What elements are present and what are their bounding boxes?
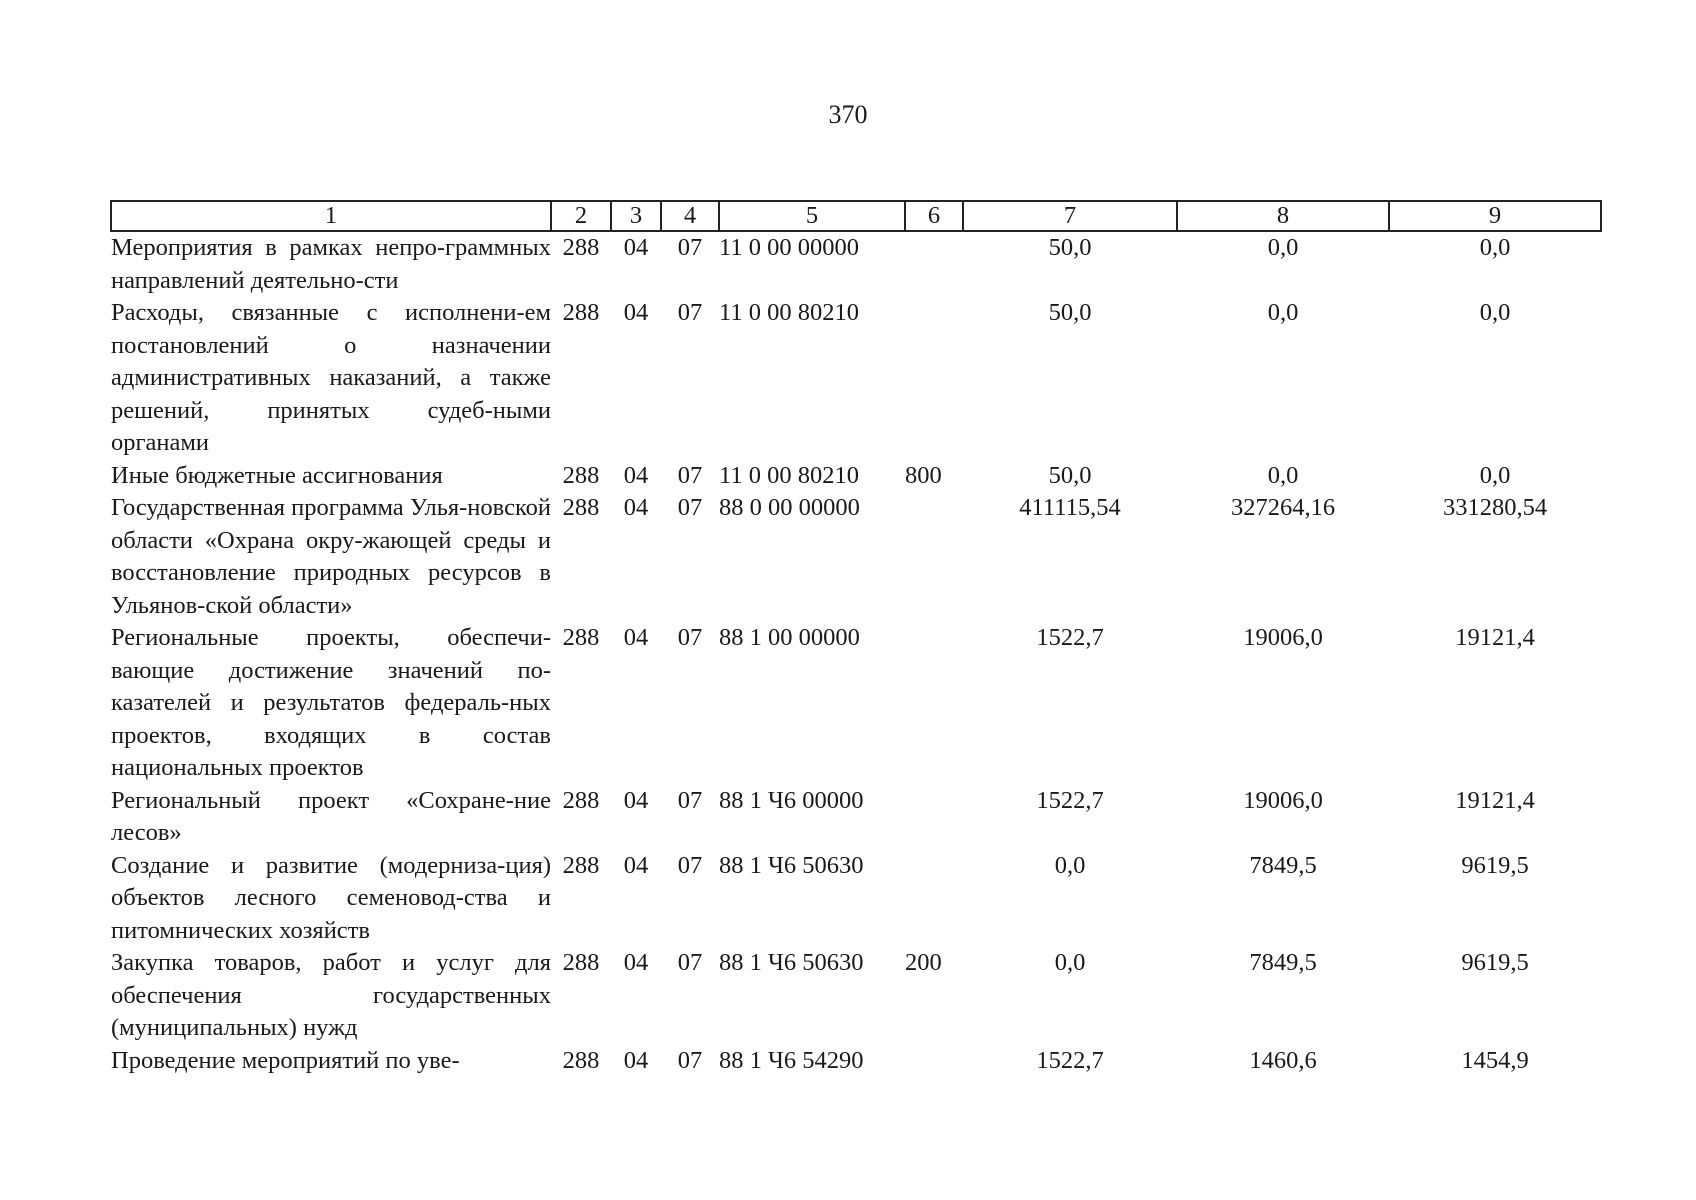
row-subsection: 07 — [677, 299, 703, 326]
header-row — [111, 201, 1601, 231]
row-target-article: 88 0 00 00000 — [719, 494, 860, 521]
row-target-article: 11 0 00 00000 — [719, 234, 859, 261]
table-row — [111, 297, 1601, 460]
table-body — [111, 231, 1601, 1077]
row-expense-type — [905, 622, 963, 785]
row-section: 04 — [623, 494, 649, 521]
column-header-3: 3 — [611, 201, 661, 231]
column-header-9: 9 — [1389, 201, 1601, 231]
row-amount-7: 50,0 — [1048, 461, 1092, 489]
row-amount-7: 1522,7 — [1036, 1046, 1104, 1074]
column-header-7: 7 — [963, 201, 1177, 231]
row-name: Региональный проект «Сохране-ние лесов» — [111, 786, 551, 846]
column-header-6: 6 — [905, 201, 963, 231]
row-subsection: 07 — [677, 786, 703, 814]
row-grbs: 288 — [562, 299, 600, 326]
row-subsection: 07 — [677, 624, 703, 651]
row-amount-9: 331280,54 — [1442, 494, 1548, 521]
row-amount-8: 0,0 — [1267, 299, 1299, 326]
column-header-2: 2 — [551, 201, 611, 231]
row-subsection: 07 — [677, 851, 703, 879]
row-amount-8: 7849,5 — [1249, 851, 1317, 879]
row-target-article: 88 1 Ч6 50630 — [719, 949, 864, 976]
row-amount-7: 0,0 — [1054, 949, 1086, 976]
row-subsection: 07 — [677, 461, 703, 489]
row-subsection: 07 — [677, 234, 703, 261]
row-section: 04 — [623, 234, 649, 261]
column-header-5: 5 — [719, 201, 905, 231]
row-expense-type — [905, 785, 963, 850]
row-amount-9: 9619,5 — [1461, 851, 1529, 879]
row-name: Региональные проекты, обеспечи-вающие достижение значений по-казателей и результатов федераль-ных проектов, входящих в состав национальных проектов — [111, 624, 551, 781]
table-row — [111, 231, 1601, 297]
row-amount-9: 0,0 — [1479, 234, 1511, 261]
row-grbs: 288 — [562, 851, 600, 879]
row-expense-type — [905, 1045, 963, 1078]
row-grbs: 288 — [562, 234, 600, 261]
row-expense-type: 800 — [905, 461, 942, 489]
row-target-article: 88 1 00 00000 — [719, 624, 860, 651]
row-amount-9: 19121,4 — [1455, 624, 1535, 651]
row-amount-9: 9619,5 — [1461, 949, 1529, 976]
row-amount-8: 19006,0 — [1243, 624, 1323, 651]
row-grbs: 288 — [562, 1046, 600, 1074]
row-section: 04 — [623, 851, 649, 879]
column-header-8: 8 — [1177, 201, 1389, 231]
row-amount-8: 0,0 — [1267, 461, 1299, 489]
row-name: Закупка товаров, работ и услуг для обеспечения государственных (муниципальных) нужд — [111, 949, 551, 1041]
row-amount-9: 0,0 — [1479, 461, 1511, 489]
row-expense-type: 200 — [905, 949, 942, 976]
row-expense-type — [905, 492, 963, 622]
row-amount-7: 1522,7 — [1036, 786, 1104, 814]
budget-table-container — [110, 200, 1600, 1077]
row-amount-8: 0,0 — [1267, 234, 1299, 261]
row-amount-7: 50,0 — [1048, 234, 1092, 261]
table-row — [111, 947, 1601, 1045]
row-section: 04 — [623, 1046, 649, 1074]
row-target-article: 88 1 Ч6 54290 — [719, 1046, 864, 1074]
row-target-article: 88 1 Ч6 50630 — [719, 851, 864, 879]
row-target-article: 88 1 Ч6 00000 — [719, 786, 864, 814]
row-grbs: 288 — [562, 949, 600, 976]
row-target-article: 11 0 00 80210 — [719, 299, 859, 326]
page-number: 370 — [828, 100, 868, 129]
row-subsection: 07 — [677, 1046, 703, 1074]
row-section: 04 — [623, 786, 649, 814]
column-header-1: 1 — [111, 201, 551, 231]
column-header-4: 4 — [661, 201, 719, 231]
row-section: 04 — [623, 299, 649, 326]
row-amount-8: 7849,5 — [1249, 949, 1317, 976]
row-expense-type — [905, 231, 963, 297]
row-amount-7: 1522,7 — [1036, 624, 1104, 651]
budget-table — [110, 200, 1602, 1077]
row-subsection: 07 — [677, 949, 703, 976]
row-amount-9: 0,0 — [1479, 299, 1511, 326]
table-row — [111, 492, 1601, 622]
row-grbs: 288 — [562, 786, 600, 814]
row-name: Государственная программа Улья-новской области «Охрана окру-жающей среды и восстановление природных ресурсов в Ульянов-ской области» — [111, 494, 551, 619]
row-name: Создание и развитие (модерниза-ция) объектов лесного семеновод-ства и питомнических хозяйств — [111, 851, 551, 944]
row-expense-type — [905, 297, 963, 460]
row-amount-7: 0,0 — [1054, 851, 1086, 879]
table-row — [111, 622, 1601, 785]
row-grbs: 288 — [562, 624, 600, 651]
row-amount-8: 1460,6 — [1249, 1046, 1317, 1074]
row-amount-8: 19006,0 — [1243, 786, 1323, 814]
row-name: Иные бюджетные ассигнования — [111, 461, 443, 489]
row-section: 04 — [623, 949, 649, 976]
row-name: Расходы, связанные с исполнени-ем постановлений о назначении административных наказаний, а также решений, принятых судеб-ными органами — [111, 299, 551, 456]
row-target-article: 11 0 00 80210 — [719, 461, 859, 489]
row-grbs: 288 — [562, 494, 600, 521]
table-row — [111, 1045, 1601, 1078]
row-grbs: 288 — [562, 461, 600, 489]
row-section: 04 — [623, 624, 649, 651]
row-amount-9: 1454,9 — [1461, 1046, 1529, 1074]
row-amount-7: 50,0 — [1048, 299, 1092, 326]
row-amount-9: 19121,4 — [1455, 786, 1535, 814]
row-amount-8: 327264,16 — [1230, 494, 1336, 521]
table-row — [111, 460, 1601, 493]
row-amount-7: 411115,54 — [1019, 494, 1121, 521]
row-expense-type — [905, 850, 963, 948]
row-subsection: 07 — [677, 494, 703, 521]
row-name: Проведение мероприятий по уве- — [111, 1046, 460, 1074]
table-row — [111, 850, 1601, 948]
row-name: Мероприятия в рамках непро-граммных направлений деятельно-сти — [111, 234, 551, 294]
table-row — [111, 785, 1601, 850]
row-section: 04 — [623, 461, 649, 489]
